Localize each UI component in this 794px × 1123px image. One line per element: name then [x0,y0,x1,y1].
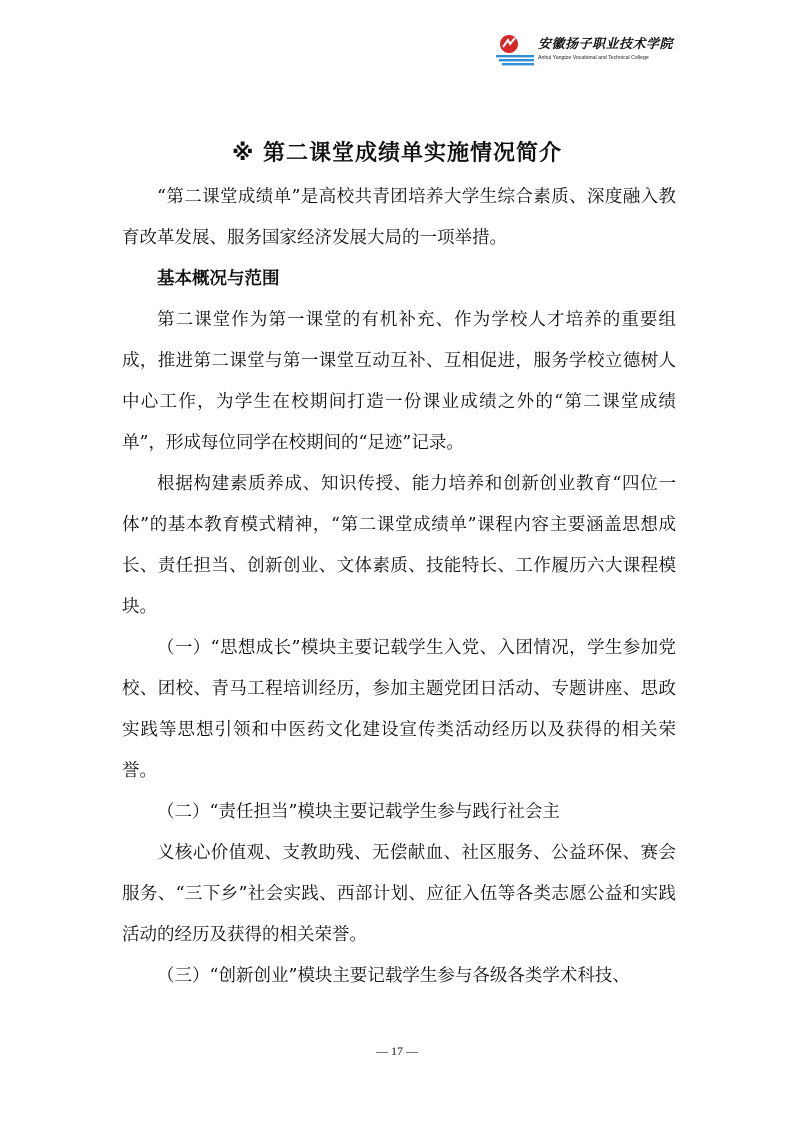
page-title: ※ 第二课堂成绩单实施情况简介 [231,141,563,166]
module-1-paragraph: （一）“思想成长”模块主要记载学生入党、入团情况，学生参加党校、团校、青马工程培训经历，参加主题党团日活动、专题讲座、思政实践等思想引领和中医药文化建设宣传类活动经历以及获得的相关荣誉。 [122,638,676,781]
school-name-english: Anhui Yangtze Vocational and Technical College [538,55,649,61]
section-heading: 基本概况与范围 [157,269,280,289]
college-logo-icon [496,34,534,66]
module-3-paragraph: （三）“创新创业”模块主要记载学生参与各级各类学术科技、 [157,966,630,986]
modules-paragraph: 根据构建素质养成、知识传授、能力培养和创新创业教育“四位一体”的基本教育模式精神，“第二课堂成绩单”课程内容主要涵盖思想成长、责任担当、创新创业、文体素质、技能特长、工作履历六大课程模块。 [122,474,676,617]
page-number: — 17 — [376,1044,418,1058]
document-body [122,177,676,997]
overview-paragraph: 第二课堂作为第一课堂的有机补充、作为学校人才培养的重要组成，推进第二课堂与第一课堂互动互补、互相促进，服务学校立德树人中心工作，为学生在校期间打造一份课业成绩之外的“第二课堂成绩单”，形成每位同学在校期间的“足迹”记录。 [122,310,676,453]
intro-paragraph: “第二课堂成绩单”是高校共青团培养大学生综合素质、深度融入教育改革发展、服务国家经济发展大局的一项举措。 [122,187,676,248]
school-name: 安徽扬子职业技术学院 [538,37,674,52]
module-2-continuation: 义核心价值观、支教助残、无偿献血、社区服务、公益环保、赛会服务、“三下乡”社会实践、西部计划、应征入伍等各类志愿公益和实践活动的经历及获得的相关荣誉。 [122,843,676,945]
header-logo [496,34,674,68]
module-2-first-line: （二）“责任担当”模块主要记载学生参与践行社会主 [157,802,560,822]
